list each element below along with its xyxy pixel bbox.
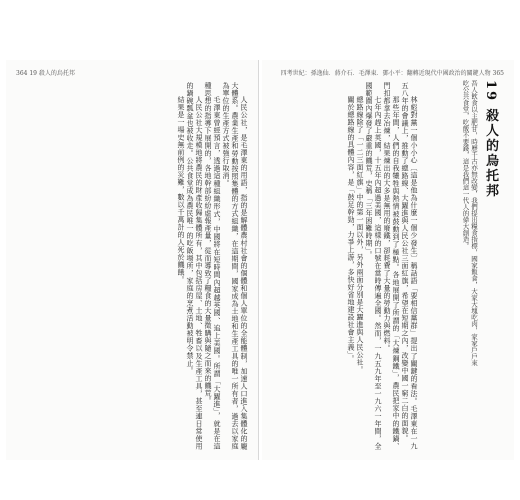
paragraph: 總路線除了「一二三面紅旗」中的第一面以外，另外兩面分別是大躍進與人民公社。	[356, 96, 364, 374]
right-page-header: 四考世紀：孫逸仙．蔣介石．毛澤東．鄧小平：翻轉近現代中國政治的關鍵人物 365	[280, 70, 504, 77]
paragraph: 那些年間，人們的自我犧牲與熱情被鼓動到了極點。各地展開了所謂的「大煉鋼鐵」，農民把家中的鐵鍋、門扣都拿去冶煉，結果煉出的大多是無用的廢鐵，卻耗費了大量的勞動力與燃料。	[383, 82, 400, 450]
paragraph: 七年內趕上英國，十五年內超過美國，這樣的口號在當時傳遍全國。然而，一九五九年至一九六一年間，全國範圍內爆發了嚴重的饑荒，史稱「三年困難時期」。	[365, 82, 382, 450]
paragraph: 人民公社，是毛澤東的用語，指的是解體農村社會的個體和個人單位的全能體制，加速人口進入集體化的龐大體系。農業生產和勞動按照集體的方式組織，在這期間，國家成為土地和生產工具的唯一所有者，過去以家庭為單位的生產方式被強行取消。	[222, 82, 248, 450]
paragraph: 人民公社大規模地將農民的財產收歸集體所有，其中包括房屋、土地、牲畜以及生產工具，甚至連日常使用的鍋碗瓢盆也被收走。公共食堂成為農民唯一的吃飯場所，家庭的烹煮活動被明令禁止。	[186, 82, 203, 450]
right-page-body	[272, 82, 418, 450]
chapter-epigraph: 吾人飲食以主肥甘，時歷千古亦無改變，我們提出糧食指標，國家飯食，大家大塊吃肉，家家戶戶來吃公共食堂，吃飯不要錢，這是我們這一代人的偉大創造。	[461, 80, 478, 366]
right-page	[262, 60, 514, 460]
paragraph: 關於總路線的具體內容，是「鼓足幹勁，力爭上游，多快好省地建設社會主義」。	[347, 96, 355, 363]
left-page-body	[16, 82, 248, 450]
paragraph: 林彪對黨一個小小心〔這是他為什麼一個少發生〕稱話語「要相信黨群」提出了關鍵的看法。毛澤東在一九五八年的會議上，推動了總路線、大躍進與人民公社三面紅旗，希望在短期之內，改變中國一窮二白的面貌。	[401, 82, 418, 450]
paragraph: 毛澤東曾經預言，透過這種組織形式，中國將在短時間內超越英國、追上美國。所謂「大躍進」，就是在這種思想的指導下展開的，各地幹部紛紛虛報產量，從而導致了糧食的大量徵購與隨之而來的饑荒。	[204, 82, 221, 450]
chapter-title: 19 殺人的烏托邦	[483, 80, 498, 199]
paragraph: 結果是一場史無前例的災難，數以千萬計的人死於饑餓。	[177, 96, 185, 284]
left-page	[6, 60, 259, 460]
left-page-header: 364 19 殺人的烏托邦	[16, 70, 75, 77]
